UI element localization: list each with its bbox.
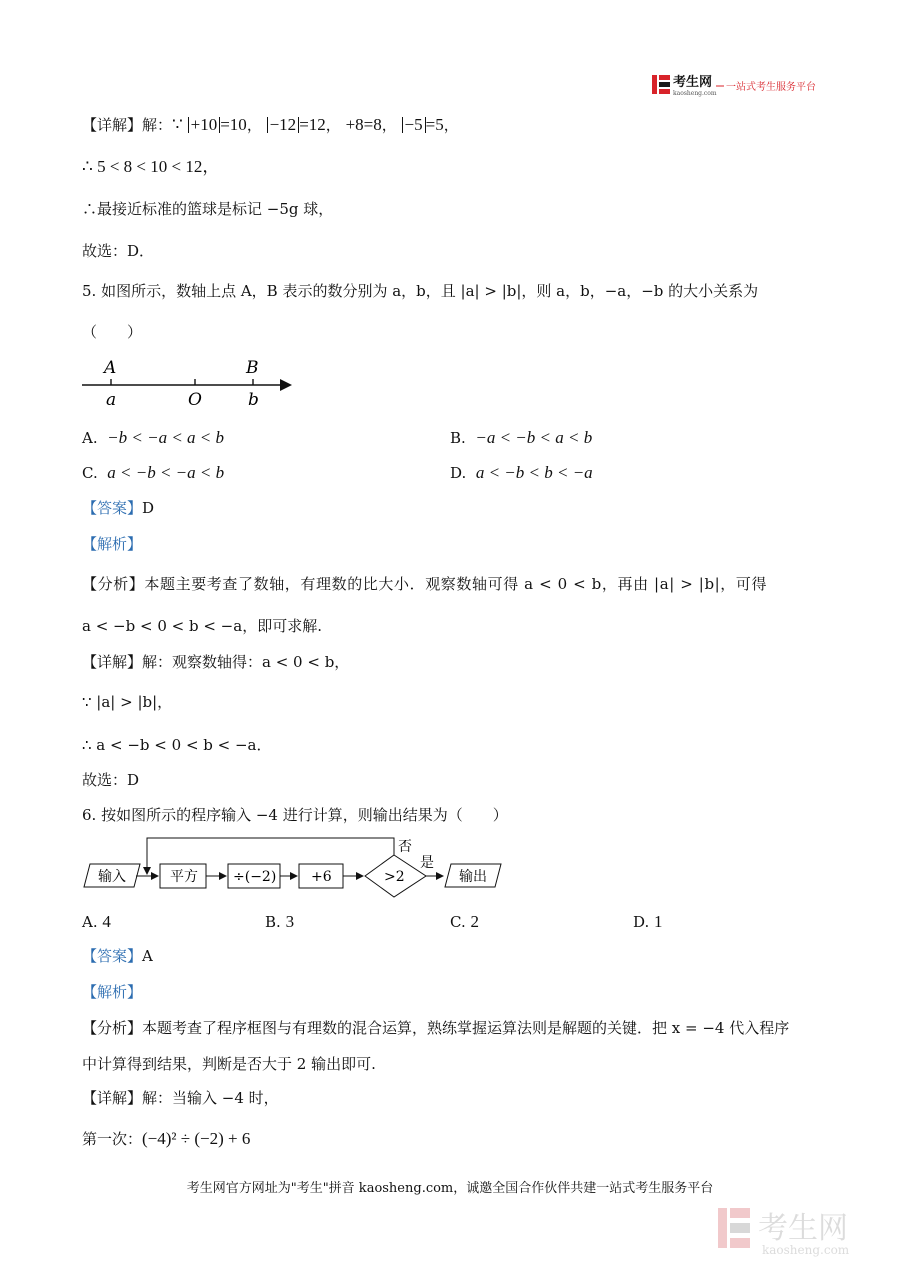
q6-detail-line1: 【详解】解：当输入 −4 时，: [82, 1089, 279, 1107]
q6-option-b: B. 3: [265, 912, 295, 931]
q4-choose: 故选：D．: [82, 242, 155, 260]
header-brand: 考生网: [673, 75, 713, 90]
q6-detail-line2: 第一次：(−4)² ÷ (−2) + 6: [82, 1129, 251, 1148]
flow-yes-label: 是: [420, 855, 434, 871]
q5-detail-line2: ∵ |a| > |b|，: [82, 693, 173, 711]
q6-option-a: A. 4: [82, 912, 111, 931]
label-point-a: A: [104, 358, 117, 378]
header-slogan: 一站式考生服务平台: [726, 82, 816, 93]
flow-divide-label: ÷(−2): [233, 869, 277, 885]
axis-arrow-icon: [280, 379, 292, 391]
label-value-b: b: [248, 390, 259, 410]
q5-paren: （ ）: [82, 323, 143, 341]
page-footer: 考生网官方网址为"考生"拼音 kaosheng.com，诚邀全国合作伙伴共建一站式考生服务平台: [186, 1181, 714, 1196]
q4-step1: ∴ 5 < 8 < 10 < 12，: [82, 157, 220, 176]
header-logo: [652, 72, 822, 98]
q5-option-d: D. a < −b < b < −a: [450, 463, 593, 482]
flow-condition-label: >2: [384, 869, 405, 885]
q4-detail: 【详解】解：∵ +10 =10， −12 =12， +8=8， −5 =5，: [82, 115, 459, 134]
q5-option-b: B. −a < −b < a < b: [450, 428, 593, 447]
q6-analysis-line1: 【分析】本题考查了程序框图与有理数的混合运算，熟练掌握运算法则是解题的关键．把 x = −4 代入程序: [82, 1019, 790, 1037]
flow-square-label: 平方: [170, 869, 198, 885]
q6-answer: 【答案】A: [82, 947, 153, 965]
q6-analysis-tag: 【解析】: [82, 983, 143, 1001]
flow-add-label: +6: [311, 869, 332, 885]
q5-stem: 5. 如图所示，数轴上点 A，B 表示的数分别为 a，b，且 |a| > |b|，则 a，b，−a，−b 的大小关系为: [82, 282, 759, 300]
q5-detail-line3: ∴ a < −b < 0 < b < −a．: [82, 736, 272, 754]
watermark-logo-icon: [714, 1202, 884, 1258]
q5-analysis-line1: 【分析】本题主要考查了数轴，有理数的比大小．观察数轴可得 a < 0 < b，再由 |a| > |b|，可得: [82, 575, 768, 593]
q4-step2: ∴最接近标准的篮球是标记 −5g 球，: [82, 200, 334, 218]
q6-option-d: D. 1: [633, 912, 663, 931]
flowchart-figure: [78, 833, 508, 899]
q5-choose: 故选：D: [82, 771, 140, 789]
q5-option-c: C. a < −b < −a < b: [82, 463, 225, 482]
q5-analysis-tag: 【解析】: [82, 535, 143, 553]
header-brand-sub: kaosheng.com: [673, 90, 717, 97]
q6-stem: 6. 按如图所示的程序输入 −4 进行计算，则输出结果为（ ）: [82, 806, 508, 824]
label-value-a: a: [106, 390, 117, 410]
watermark-site: kaosheng.com: [762, 1243, 850, 1257]
q6-option-c: C. 2: [450, 912, 479, 931]
number-line-figure: [78, 355, 308, 411]
q5-answer: 【答案】D: [82, 499, 155, 517]
kaosheng-logo-icon: [652, 72, 822, 98]
label-origin: O: [188, 390, 202, 410]
q5-detail-line1: 【详解】解：观察数轴得：a < 0 < b，: [82, 653, 350, 671]
flow-no-label: 否: [398, 839, 412, 855]
label-point-b: B: [246, 358, 259, 378]
watermark-brand: 考生网: [758, 1211, 848, 1246]
q5-option-a: A. −b < −a < a < b: [82, 428, 225, 447]
flow-output-label: 输出: [459, 869, 487, 885]
flow-input-label: 输入: [98, 869, 126, 885]
q6-analysis-line2: 中计算得到结果，判断是否大于 2 输出即可.: [82, 1055, 376, 1073]
watermark: [714, 1202, 884, 1258]
q5-analysis-line2: a < −b < 0 < b < −a，即可求解.: [82, 617, 322, 635]
